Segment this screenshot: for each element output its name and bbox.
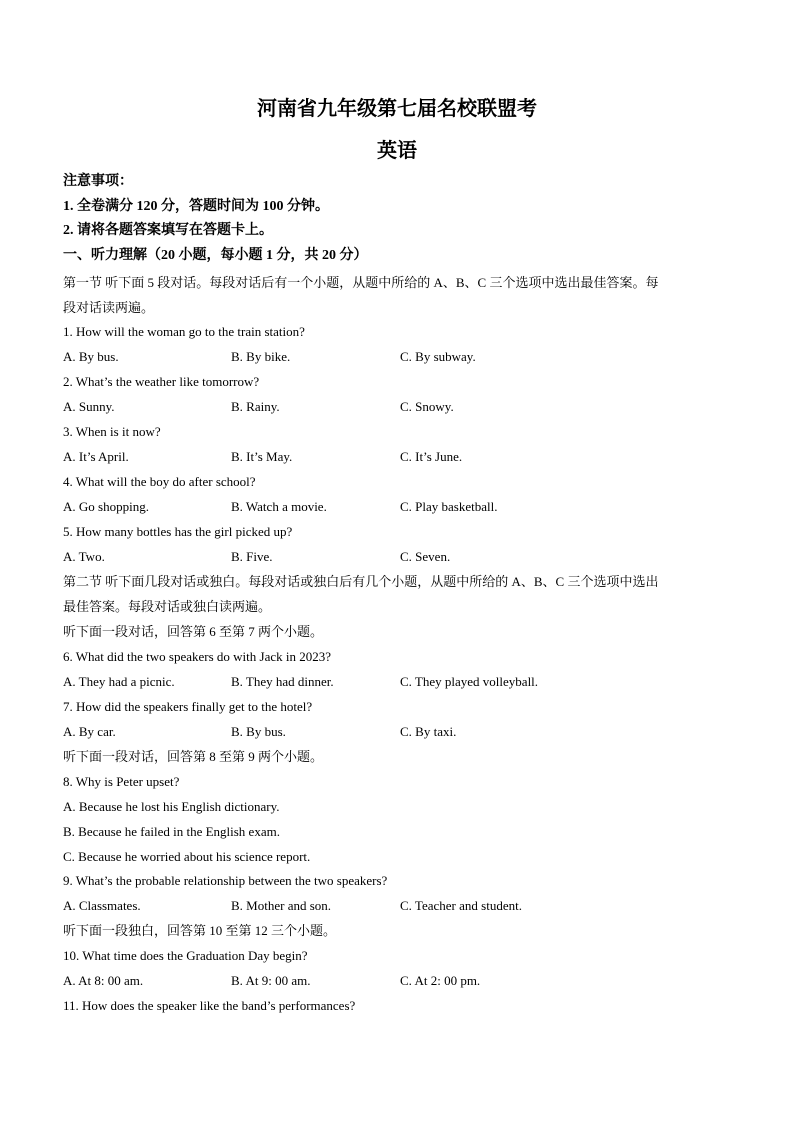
q6-option-b: B. They had dinner. [231,674,334,689]
q4-option-b: B. Watch a movie. [231,499,327,514]
question-7: 7. How did the speakers finally get to the hotel? [63,699,313,714]
q5-option-b: B. Five. [231,549,273,564]
exam-title: 河南省九年级第七届名校联盟考 [257,98,537,120]
section1-instructions: 第一节 听下面 5 段对话。每段对话后有一个小题，从题中所给的 A、B、C 三个选项中选出最佳答案。每 [63,275,659,290]
question-10: 10. What time does the Graduation Day begin? [63,948,308,963]
section2-instructions-cont: 最佳答案。每段对话或独白读两遍。 [63,599,272,614]
q3-option-a: A. It’s April. [63,449,129,464]
q4-option-c: C. Play basketball. [400,499,498,514]
q8-option-c: C. Because he worried about his science report. [63,849,311,864]
section2-instructions: 第二节 听下面几段对话或独白。每段对话或独白后有几个小题，从题中所给的 A、B、C 三个选项中选出 [63,574,659,589]
q1-option-b: B. By bike. [231,349,291,364]
q6-option-c: C. They played volleyball. [400,674,539,689]
section1-instructions-cont: 段对话读两遍。 [63,300,155,315]
q9-option-a: A. Classmates. [63,898,141,913]
q10-option-c: C. At 2: 00 pm. [400,973,481,988]
question-5: 5. How many bottles has the girl picked up? [63,524,293,539]
notice-item-2: 2. 请将各题答案填写在答题卡上。 [63,223,273,238]
question-11: 11. How does the speaker like the band’s performances? [63,998,356,1013]
q7-option-a: A. By car. [63,724,116,739]
q5-option-c: C. Seven. [400,549,451,564]
instruction-q6-q7: 听下面一段对话，回答第 6 至第 7 两个小题。 [63,624,324,639]
q7-option-b: B. By bus. [231,724,286,739]
q9-option-b: B. Mother and son. [231,898,332,913]
q8-option-b: B. Because he failed in the English exam. [63,824,280,839]
q7-option-c: C. By taxi. [400,724,457,739]
q6-option-a: A. They had a picnic. [63,674,175,689]
q8-option-a: A. Because he lost his English dictionary. [63,799,280,814]
notice-heading: 注意事项： [63,174,133,189]
question-9: 9. What’s the probable relationship between the two speakers? [63,873,388,888]
question-1: 1. How will the woman go to the train station? [63,324,305,339]
q2-option-c: C. Snowy. [400,399,454,414]
q10-option-a: A. At 8: 00 am. [63,973,144,988]
q2-option-a: A. Sunny. [63,399,115,414]
q3-option-b: B. It’s May. [231,449,293,464]
instruction-q10-q12: 听下面一段独白，回答第 10 至第 12 三个小题。 [63,923,337,938]
q9-option-c: C. Teacher and student. [400,898,522,913]
part1-heading: 一、听力理解（20 小题，每小题 1 分，共 20 分） [63,248,368,263]
notice-item-1: 1. 全卷满分 120 分，答题时间为 100 分钟。 [63,199,329,214]
question-3: 3. When is it now? [63,424,161,439]
subject-title: 英语 [377,140,417,162]
question-8: 8. Why is Peter upset? [63,774,180,789]
q10-option-b: B. At 9: 00 am. [231,973,311,988]
q2-option-b: B. Rainy. [231,399,280,414]
q4-option-a: A. Go shopping. [63,499,149,514]
question-4: 4. What will the boy do after school? [63,474,256,489]
question-2: 2. What’s the weather like tomorrow? [63,374,260,389]
q3-option-c: C. It’s June. [400,449,463,464]
q5-option-a: A. Two. [63,549,105,564]
q1-option-a: A. By bus. [63,349,119,364]
q1-option-c: C. By subway. [400,349,476,364]
question-6: 6. What did the two speakers do with Jack in 2023? [63,649,332,664]
instruction-q8-q9: 听下面一段对话，回答第 8 至第 9 两个小题。 [63,749,324,764]
